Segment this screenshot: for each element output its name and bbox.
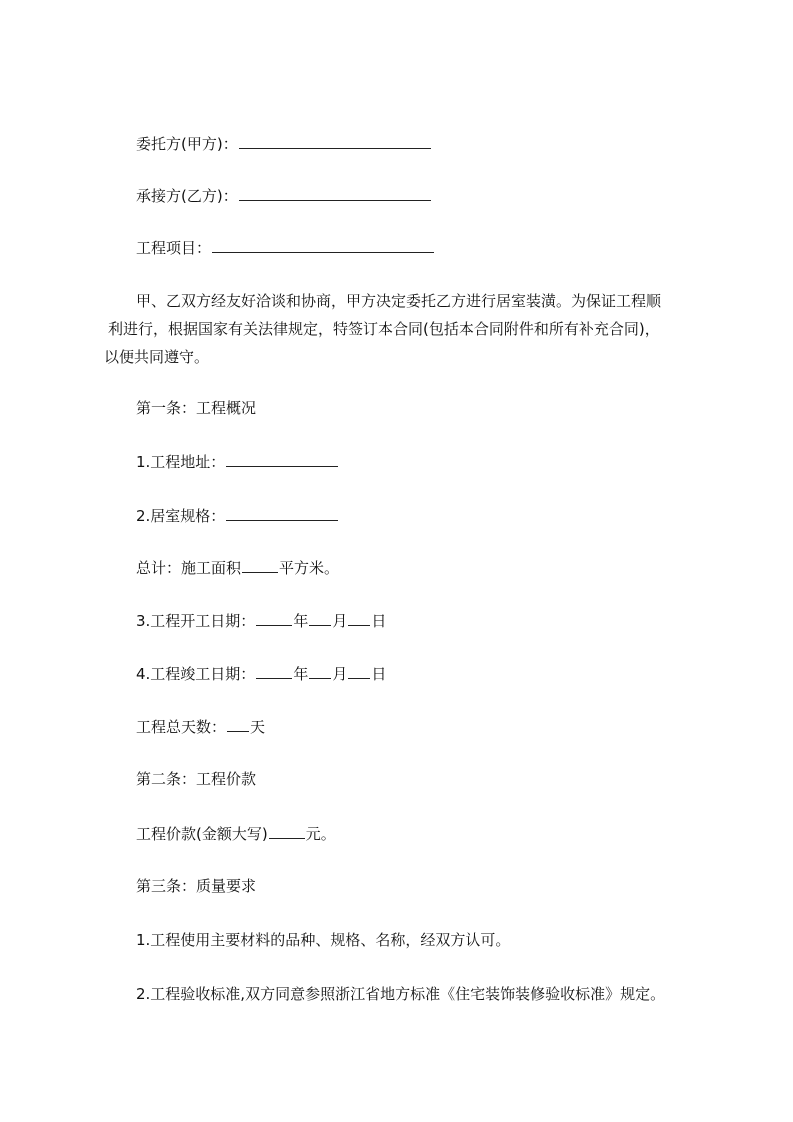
end-year-blank[interactable] <box>256 663 292 679</box>
client-field <box>136 133 432 153</box>
price-suffix: 元。 <box>305 825 336 843</box>
address-blank[interactable] <box>226 451 338 467</box>
spec-blank[interactable] <box>226 505 338 521</box>
end-day-blank[interactable] <box>348 663 370 679</box>
end-month-label: 月 <box>332 665 348 683</box>
end-day-label: 日 <box>371 665 387 683</box>
start-year-label: 年 <box>293 612 309 630</box>
article3-title: 第三条：质量要求 <box>136 877 257 895</box>
total-days-label: 工程总天数： <box>136 718 227 736</box>
start-month-label: 月 <box>332 612 348 630</box>
price-field <box>136 823 336 843</box>
start-date-label: 3.工程开工日期： <box>136 612 256 630</box>
contractor-label: 承接方(乙方)： <box>136 187 238 205</box>
start-month-blank[interactable] <box>309 610 331 626</box>
price-blank[interactable] <box>269 823 305 839</box>
end-date-field <box>136 663 386 683</box>
total-days-field <box>136 716 265 736</box>
intro-paragraph <box>104 287 704 371</box>
start-day-label: 日 <box>371 612 387 630</box>
project-label: 工程项目： <box>136 239 212 257</box>
start-year-blank[interactable] <box>256 610 292 626</box>
total-days-unit: 天 <box>250 718 266 736</box>
area-field <box>136 557 339 577</box>
start-day-blank[interactable] <box>348 610 370 626</box>
contractor-field <box>136 185 432 205</box>
client-label: 委托方(甲方)： <box>136 135 238 153</box>
area-suffix: 平方米。 <box>279 559 340 577</box>
intro-line-3: 以便共同遵守。 <box>104 348 210 366</box>
address-field <box>136 451 339 471</box>
article2-title: 第二条：工程价款 <box>136 770 257 788</box>
quality-item-1: 1.工程使用主要材料的品种、规格、名称，经双方认可。 <box>136 931 511 949</box>
end-year-label: 年 <box>293 665 309 683</box>
project-field <box>136 237 435 257</box>
client-blank[interactable] <box>239 133 431 149</box>
spec-label: 2.居室规格： <box>136 507 226 525</box>
area-prefix: 总计：施工面积 <box>136 559 242 577</box>
area-blank[interactable] <box>242 557 278 573</box>
project-blank[interactable] <box>212 237 434 253</box>
start-date-field <box>136 610 386 630</box>
total-days-blank[interactable] <box>227 716 249 732</box>
intro-line-1: 甲、乙双方经友好洽谈和协商，甲方决定委托乙方进行居室装潢。为保证工程顺 <box>136 292 662 310</box>
end-date-label: 4.工程竣工日期： <box>136 665 256 683</box>
intro-line-2: 利进行，根据国家有关法律规定，特签订本合同(包括本合同附件和所有补充合同)， <box>108 320 660 338</box>
spec-field <box>136 505 339 525</box>
quality-item-2: 2.工程验收标准,双方同意参照浙江省地方标准《住宅装饰装修验收标准》规定。 <box>136 985 666 1003</box>
end-month-blank[interactable] <box>309 663 331 679</box>
article1-title: 第一条：工程概况 <box>136 399 257 417</box>
contractor-blank[interactable] <box>239 185 431 201</box>
price-prefix: 工程价款(金额大写) <box>136 825 268 843</box>
address-label: 1.工程地址： <box>136 453 226 471</box>
